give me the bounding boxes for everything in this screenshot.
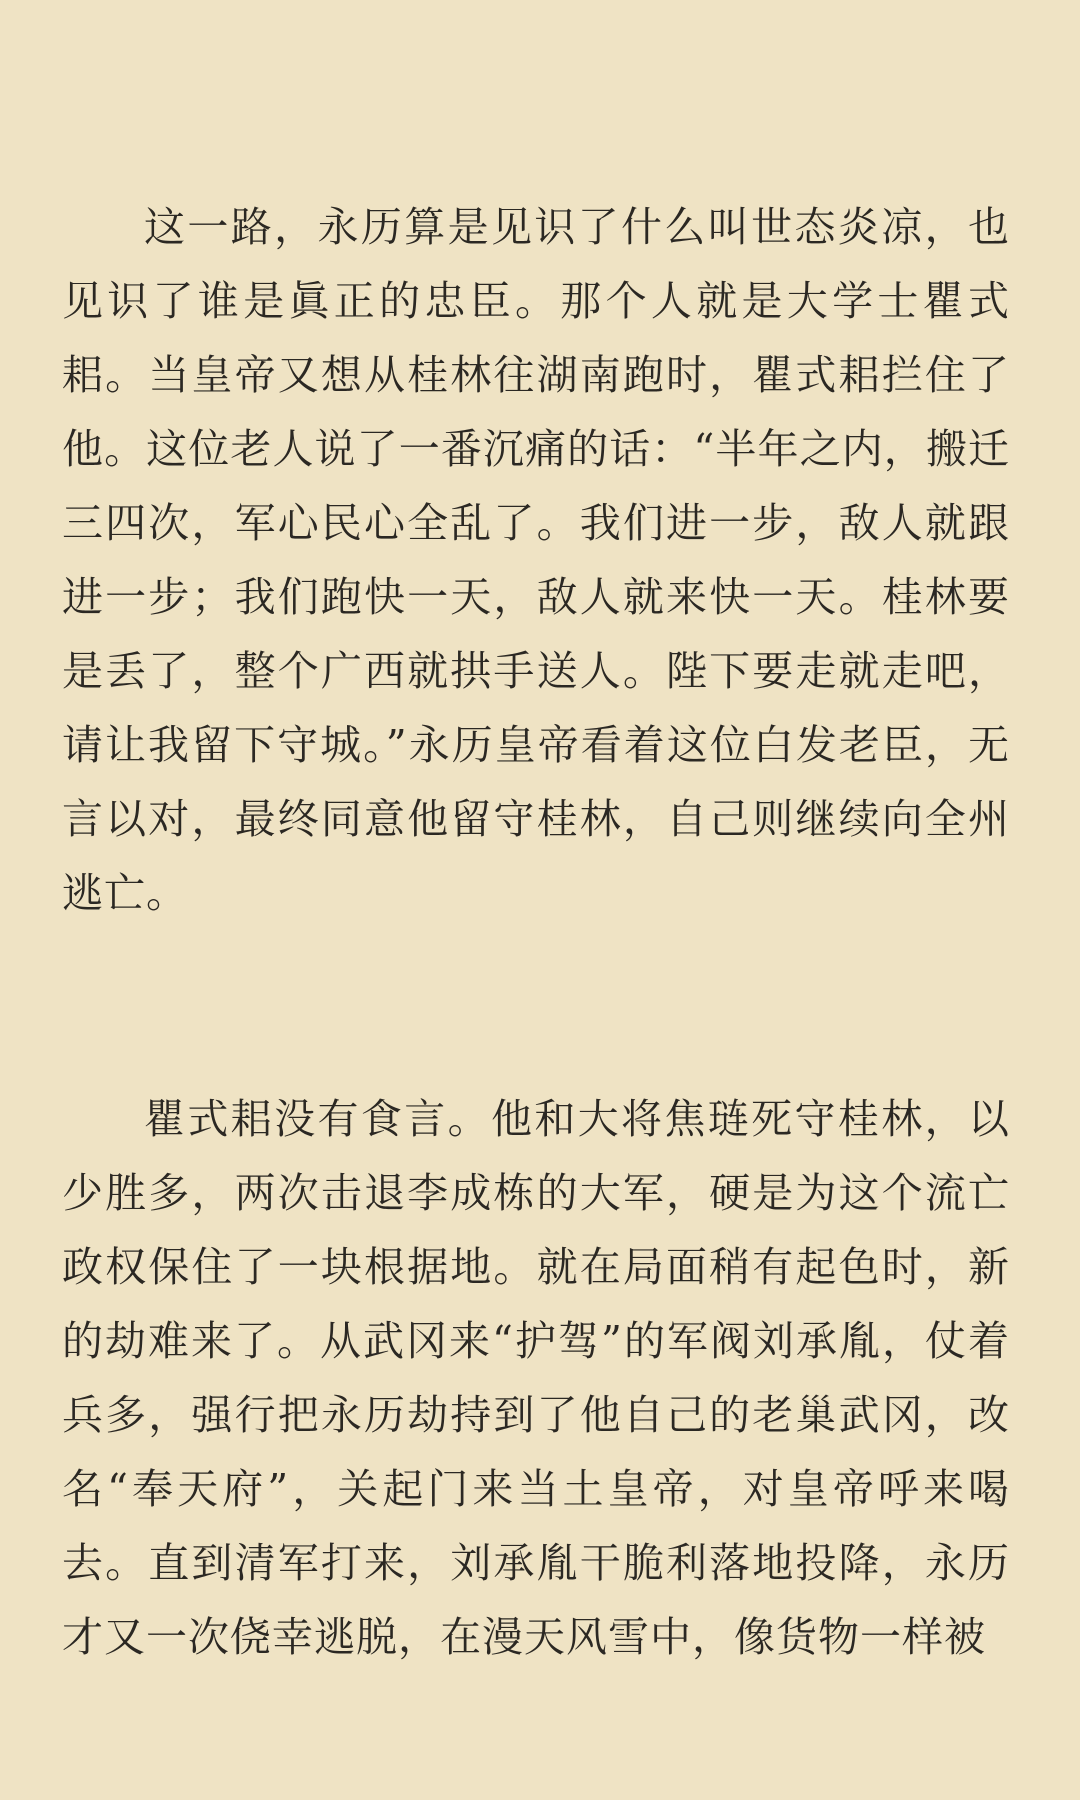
paragraph-2: 瞿式耜没有食言。他和大将焦琏死守桂林，以少胜多，两次击退李成栋的大军，硬是为这个流亡政权保住了一块根据地。就在局面稍有起色时，新的劫难来了。从武冈来“护驾”的军阀刘承胤，仗着兵多，强行把永历劫持到了他自己的老巢武冈，改名“奉天府”，关起门来当土皇帝，对皇帝呼来喝去。直到清军打来，刘承胤干脆利落地投降，永历才又一次侥幸逃脱，在漫天风雪中，像货物一样被 — [62, 1095, 1010, 1661]
paragraph-1: 这一路，永历算是见识了什么叫世态炎凉，也见识了谁是眞正的忠臣。那个人就是大学士瞿式耜。当皇帝又想从桂林往湖南跑时，瞿式耜拦住了他。这位老人说了一番沉痛的话：“半年之内，搬迁三四次，军心民心全乱了。我们进一步，敌人就跟进一步；我们跑快一天，敌人就来快一天。桂林要是丢了，整个广西就拱手送人。陛下要走就走吧，请让我留下守城。”永历皇帝看着这位白发老臣，无言以对，最终同意他留守桂林，自己则继续向全州逃亡。 — [62, 203, 1010, 917]
